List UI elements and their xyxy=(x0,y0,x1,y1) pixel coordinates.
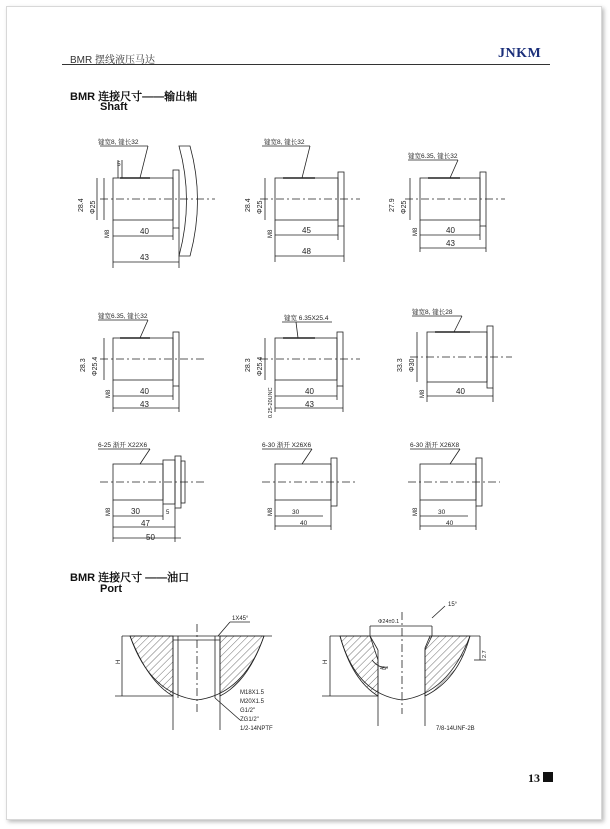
d3-m: M8 xyxy=(413,227,419,236)
port-left-chamfer: 1X45° xyxy=(232,616,249,622)
shaft-drawing-8 xyxy=(262,449,355,530)
port-left-thread-2: M20X1.5 xyxy=(240,699,265,705)
port-section-subtitle: Port xyxy=(100,583,122,595)
port-drawing-right xyxy=(322,606,486,726)
d6-m: M8 xyxy=(420,389,426,398)
d5-m: 0.25-20UNC xyxy=(268,387,274,418)
d9-m: M8 xyxy=(413,507,419,516)
shaft-drawing-9 xyxy=(408,449,500,530)
d7-d: 5 xyxy=(166,510,170,516)
d6-key: 键宽8, 键长28 xyxy=(412,309,453,316)
d6-a: 40 xyxy=(456,387,465,396)
shaft-drawing-4 xyxy=(98,320,205,412)
d8-m: M8 xyxy=(268,507,274,516)
d1-key: 键宽8, 键长32 xyxy=(98,139,139,146)
header-brand-logo: JNKM xyxy=(498,46,542,61)
port-right-angle-top: 15° xyxy=(448,602,458,608)
d7-a: 30 xyxy=(131,507,140,516)
d1-a: 40 xyxy=(140,227,149,236)
port-right-dim: 2.7 xyxy=(482,650,488,658)
d4-a: 40 xyxy=(140,387,149,396)
d4-key: 键宽6.35, 键长32 xyxy=(98,313,148,320)
d7-m: M8 xyxy=(106,507,112,516)
d2-a: 45 xyxy=(302,226,311,235)
d6-d1: 33.3 xyxy=(397,358,404,372)
d4-m: M8 xyxy=(106,389,112,398)
header-title: BMR 摆线液压马达 xyxy=(70,55,155,66)
d1-m: M8 xyxy=(105,229,111,238)
d1-c: 5 xyxy=(117,161,121,168)
port-left-thread-5: 1/2-14NPTF xyxy=(240,726,273,732)
shaft-section-subtitle: Shaft xyxy=(100,101,128,113)
d9-a: 30 xyxy=(438,509,446,516)
shaft-drawing-2 xyxy=(260,146,360,262)
d2-d2: Φ25 xyxy=(257,200,264,214)
d3-b: 43 xyxy=(446,239,455,248)
d1-d2: Φ25 xyxy=(90,200,97,214)
d1-b: 43 xyxy=(140,253,149,262)
port-right-depth: H xyxy=(323,659,329,664)
port-right-thread: 7/8-14UNF-2B xyxy=(436,726,475,732)
d5-key: 键宽 6.35X25.4 xyxy=(284,315,329,322)
d4-d1: 28.3 xyxy=(80,358,87,372)
d7-key: 6-25 渐开 X22X6 xyxy=(98,442,148,449)
d8-b: 40 xyxy=(300,520,308,527)
port-left-thread-3: G1/2" xyxy=(240,708,256,714)
port-left-thread-1: M18X1.5 xyxy=(240,690,265,696)
d5-d2: Φ25.4 xyxy=(257,356,264,376)
d9-b: 40 xyxy=(446,520,454,527)
port-right-dia: Φ24±0.1 xyxy=(378,619,400,625)
shaft-section-title: BMR 连接尺寸——输出轴 xyxy=(70,91,198,103)
d4-d2: Φ25.4 xyxy=(92,356,99,376)
port-left-depth: H xyxy=(116,659,122,664)
port-right-angle-side: 45° xyxy=(380,666,389,672)
shaft-drawing-1 xyxy=(97,146,215,268)
d3-key: 键宽6.35, 键长32 xyxy=(408,153,458,160)
d5-d1: 28.3 xyxy=(245,358,252,372)
shaft-drawing-7 xyxy=(98,449,205,542)
d1-d1: 28.4 xyxy=(78,198,85,212)
d2-b: 48 xyxy=(302,247,311,256)
page-number-mark xyxy=(543,772,553,782)
d4-b: 43 xyxy=(140,400,149,409)
d5-a: 40 xyxy=(305,387,314,396)
d8-key: 6-30 渐开 X26X6 xyxy=(262,442,312,449)
page-number: 13 xyxy=(528,771,540,785)
d6-d2: Φ30 xyxy=(409,358,416,372)
d2-d1: 28.4 xyxy=(245,198,252,212)
d7-b: 47 xyxy=(141,519,150,528)
d9-key: 6-30 渐开 X26X8 xyxy=(410,442,460,449)
shaft-drawing-5 xyxy=(260,322,360,412)
port-left-thread-4: ZG1/2" xyxy=(240,717,259,723)
d7-c: 50 xyxy=(146,533,155,542)
shaft-drawing-3 xyxy=(405,160,505,252)
d2-key: 键宽8, 键长32 xyxy=(264,139,305,146)
d5-b: 43 xyxy=(305,400,314,409)
d8-a: 30 xyxy=(292,509,300,516)
port-section-title: BMR 连接尺寸 ——油口 xyxy=(70,572,190,584)
d3-a: 40 xyxy=(446,226,455,235)
d3-d2: Φ25 xyxy=(401,200,408,214)
d2-m: M8 xyxy=(268,229,274,238)
d3-d1: 27.9 xyxy=(389,198,396,212)
